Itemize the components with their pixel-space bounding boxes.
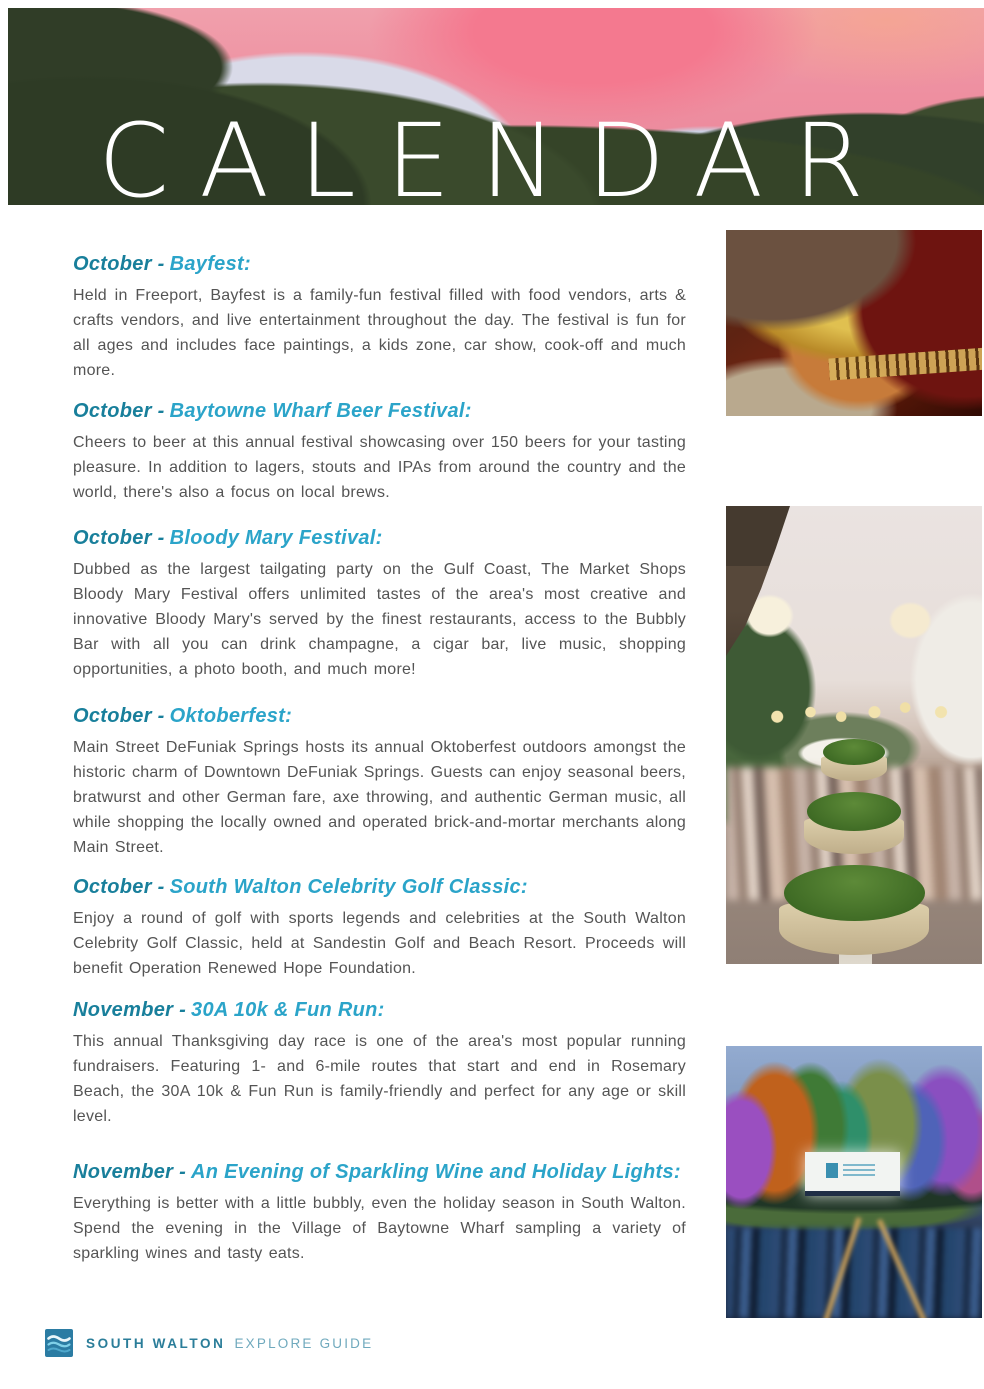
event-title: Bloody Mary Festival: xyxy=(169,527,383,549)
event-heading xyxy=(73,876,686,899)
event-heading xyxy=(73,527,686,550)
street-festival-crowd-photo xyxy=(726,506,982,964)
hero-dunes-sunset-photo xyxy=(8,8,984,205)
guitar-fretboard-shape xyxy=(829,347,982,380)
event-heading xyxy=(73,253,686,276)
planter-shape xyxy=(804,792,904,854)
event-body: Dubbed as the largest tailgating party on the Gulf Coast, The Market Shops Bloody Mary Festival offers unlimited tastes of the area's most creative and innovative Bloody Mary's served by the finest restaurants, access to the Bubbly Bar with all you can drink champagne, a cigar bar, live music, shopping opportunities, a photo booth, and much more! xyxy=(73,561,686,678)
event-section-sparkling-wine-holiday-lights xyxy=(73,1161,686,1266)
event-month: October - xyxy=(73,876,165,898)
event-month: October - xyxy=(73,400,165,422)
event-section-beer-festival xyxy=(73,400,686,505)
event-body: Enjoy a round of golf with sports legends and celebrities at the South Walton Celebrity Golf Classic, held at Sandestin Golf and Beach Resort. Proceeds will benefit Operation Renewed Hope Foundation. xyxy=(73,910,686,977)
event-body: Main Street DeFuniak Springs hosts its annual Oktoberfest outdoors amongst the historic charm of Downtown DeFuniak Springs. Guests can enjoy seasonal beers, bratwurst and other German fare, axe throwing, and authentic German music, all while shopping the locally owned and operated brick-and-mortar merchants along Main Street. xyxy=(73,739,686,856)
event-body: Held in Freeport, Bayfest is a family-fun festival filled with food vendors, arts & crafts vendors, and live entertainment throughout the day. The festival is fun for all ages and includes face paintings, a kids zone, car show, cook-off and much more. xyxy=(73,287,686,379)
event-section-30a-10k-fun-run xyxy=(73,999,686,1129)
event-month: October - xyxy=(73,527,165,549)
event-title: An Evening of Sparkling Wine and Holiday Lights: xyxy=(191,1161,681,1183)
event-title: Bayfest: xyxy=(169,253,251,275)
live-music-guitar-photo xyxy=(726,230,982,416)
planter-grass-shape xyxy=(784,865,925,921)
movie-screen-shape xyxy=(805,1152,900,1196)
building-silhouette-shape xyxy=(726,506,790,656)
event-section-oktoberfest xyxy=(73,705,686,860)
south-walton-wave-logo-icon xyxy=(45,1329,73,1357)
screen-logo-shape xyxy=(826,1163,837,1178)
event-body: Cheers to beer at this annual festival showcasing over 150 beers for your tasting pleasure. In addition to lagers, stouts and IPAs from around the country and the world, there's also a focus on local brews. xyxy=(73,434,686,501)
event-heading xyxy=(73,1161,686,1184)
brand-name: SOUTH WALTON xyxy=(86,1335,226,1351)
screen-text-shape xyxy=(843,1164,875,1176)
event-month: November - xyxy=(73,1161,187,1183)
brand-suffix: EXPLORE GUIDE xyxy=(234,1335,374,1351)
event-month: October - xyxy=(73,705,165,727)
event-body: Everything is better with a little bubbly, even the holiday season in South Walton. Spend the evening in the Village of Baytowne Wharf sampling a variety of sparkling wines and tasty eats. xyxy=(73,1195,686,1262)
event-title: South Walton Celebrity Golf Classic: xyxy=(169,876,528,898)
footer xyxy=(45,1329,373,1357)
event-title: Oktoberfest: xyxy=(169,705,293,727)
event-month: October - xyxy=(73,253,165,275)
event-section-bayfest xyxy=(73,253,686,383)
event-title: Baytowne Wharf Beer Festival: xyxy=(169,400,472,422)
event-section-bloody-mary-festival xyxy=(73,527,686,682)
event-heading xyxy=(73,999,686,1022)
planter-shape xyxy=(821,739,887,781)
event-heading xyxy=(73,705,686,728)
planter-shape xyxy=(779,865,929,955)
event-section-golf-classic xyxy=(73,876,686,981)
page-title: CALENDAR xyxy=(98,102,894,205)
event-title: 30A 10k & Fun Run: xyxy=(191,999,385,1021)
event-heading xyxy=(73,400,686,423)
outdoor-movie-night-photo xyxy=(726,1046,982,1318)
event-body: This annual Thanksgiving day race is one of the area's most popular running fundraisers. Featuring 1- and 6-mile routes that start and end in Rosemary Beach, the 30A 10k & Fun Run is family-friendly and perfect for any age or skill level. xyxy=(73,1033,686,1125)
event-month: November - xyxy=(73,999,187,1021)
planter-grass-shape xyxy=(823,739,885,765)
